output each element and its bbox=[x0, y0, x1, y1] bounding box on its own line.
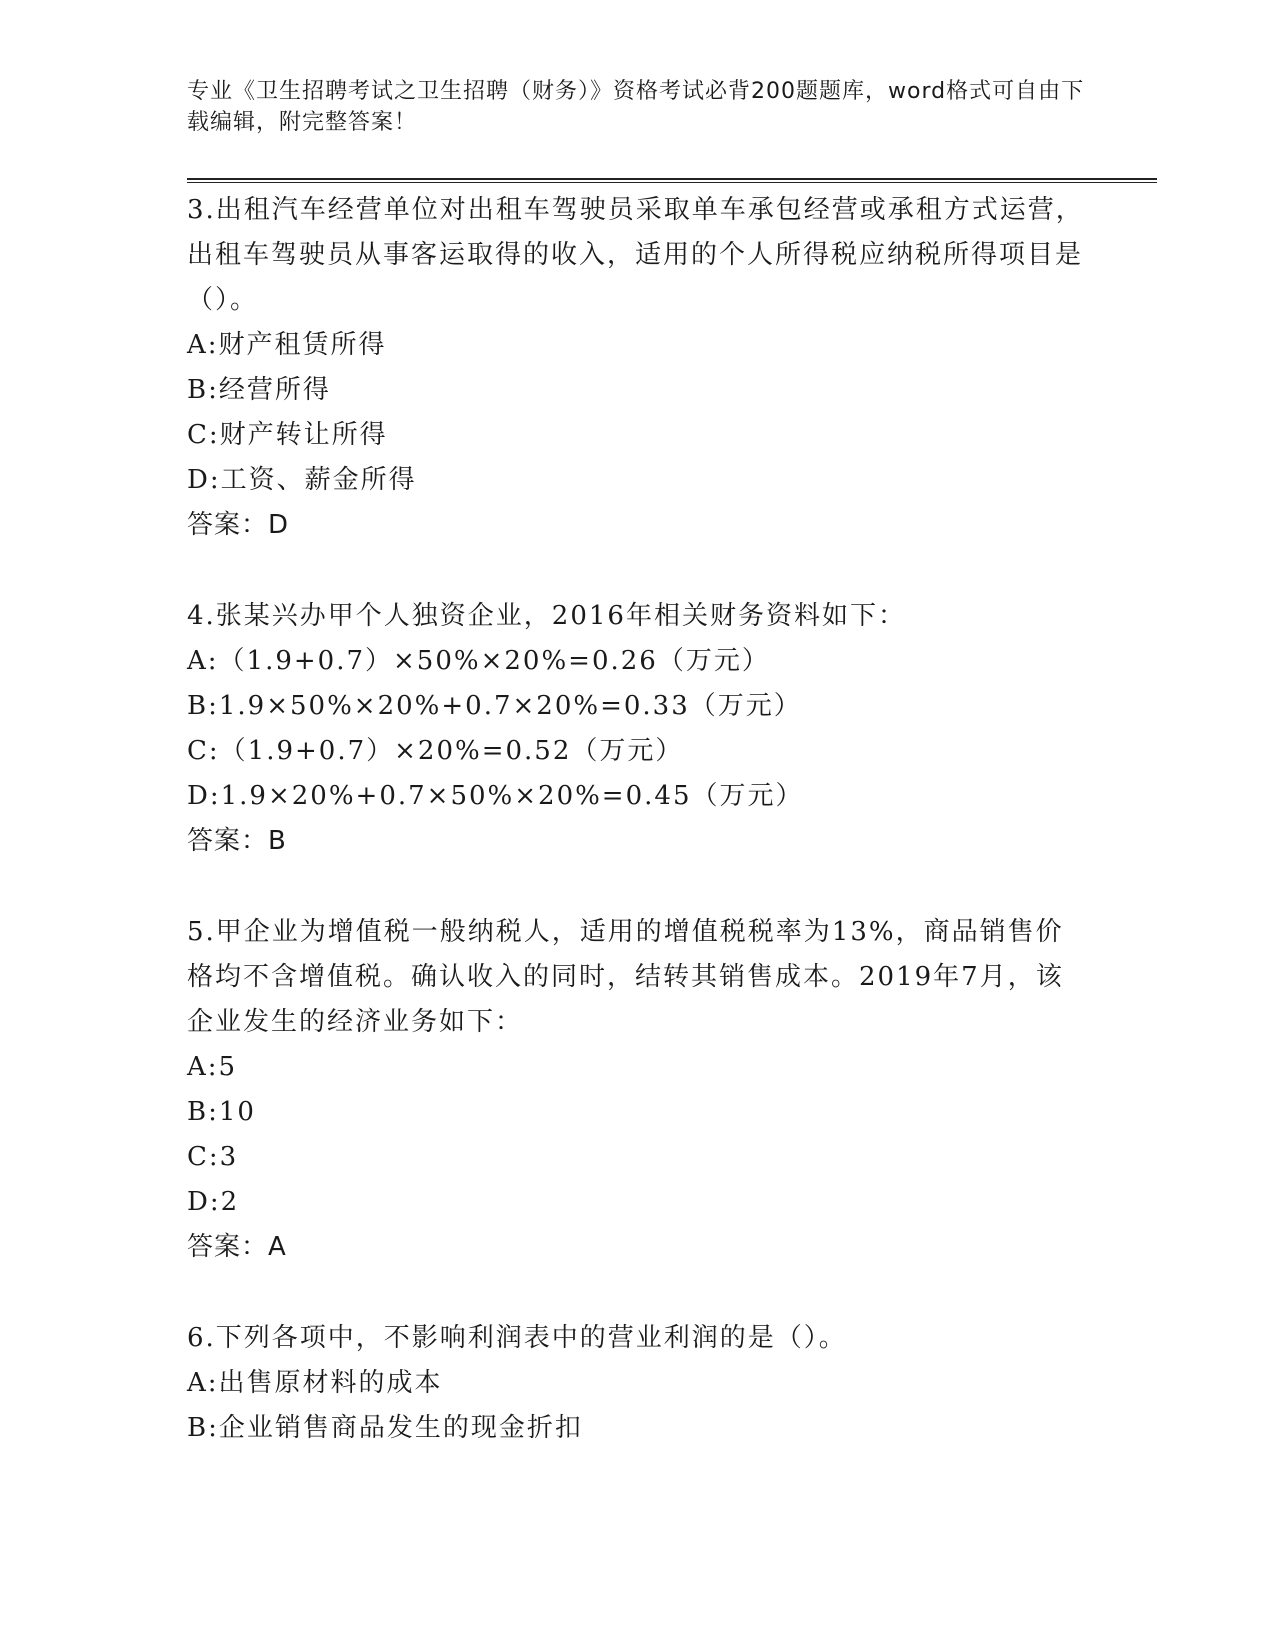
answer-line: 答案：A bbox=[187, 1232, 287, 1262]
option-a: A:财产租赁所得 bbox=[187, 330, 387, 360]
option-a: A:出售原材料的成本 bbox=[187, 1368, 443, 1398]
question-item bbox=[187, 594, 1087, 864]
question-item bbox=[187, 188, 1087, 548]
option-c: C:（1.9+0.7）×20%=0.52（万元） bbox=[187, 736, 684, 766]
header-divider bbox=[187, 178, 1157, 183]
option-c: C:财产转让所得 bbox=[187, 420, 388, 450]
option-b: B:企业销售商品发生的现金折扣 bbox=[187, 1413, 583, 1443]
document-header: 专业《卫生招聘考试之卫生招聘（财务）》资格考试必背200题题库，word格式可自由下载编辑，附完整答案！ bbox=[187, 79, 1085, 135]
question-item bbox=[187, 1316, 1087, 1451]
question-text: 3.出租汽车经营单位对出租车驾驶员采取单车承包经营或承租方式运营，出租车驾驶员从事客运取得的收入，适用的个人所得税应纳税所得项目是（）。 bbox=[187, 195, 1084, 315]
option-d: D:1.9×20%+0.7×50%×20%=0.45（万元） bbox=[187, 781, 804, 811]
question-text: 6.下列各项中，不影响利润表中的营业利润的是（）。 bbox=[187, 1323, 847, 1353]
option-d: D:2 bbox=[187, 1187, 240, 1217]
option-d: D:工资、薪金所得 bbox=[187, 465, 417, 495]
question-text: 5.甲企业为增值税一般纳税人，适用的增值税税率为13%，商品销售价格均不含增值税。确认收入的同时，结转其销售成本。2019年7月，该企业发生的经济业务如下： bbox=[187, 917, 1064, 1037]
option-b: B:经营所得 bbox=[187, 375, 331, 405]
question-text: 4.张某兴办甲个人独资企业，2016年相关财务资料如下： bbox=[187, 601, 906, 631]
option-a: A:（1.9+0.7）×50%×20%=0.26（万元） bbox=[187, 646, 770, 676]
question-item bbox=[187, 910, 1087, 1270]
answer-line: 答案：B bbox=[187, 826, 287, 856]
option-b: B:1.9×50%×20%+0.7×20%=0.33（万元） bbox=[187, 691, 802, 721]
answer-line: 答案：D bbox=[187, 510, 290, 540]
question-list bbox=[187, 188, 1087, 1497]
option-a: A:5 bbox=[187, 1052, 238, 1082]
option-b: B:10 bbox=[187, 1097, 256, 1127]
option-c: C:3 bbox=[187, 1142, 239, 1172]
